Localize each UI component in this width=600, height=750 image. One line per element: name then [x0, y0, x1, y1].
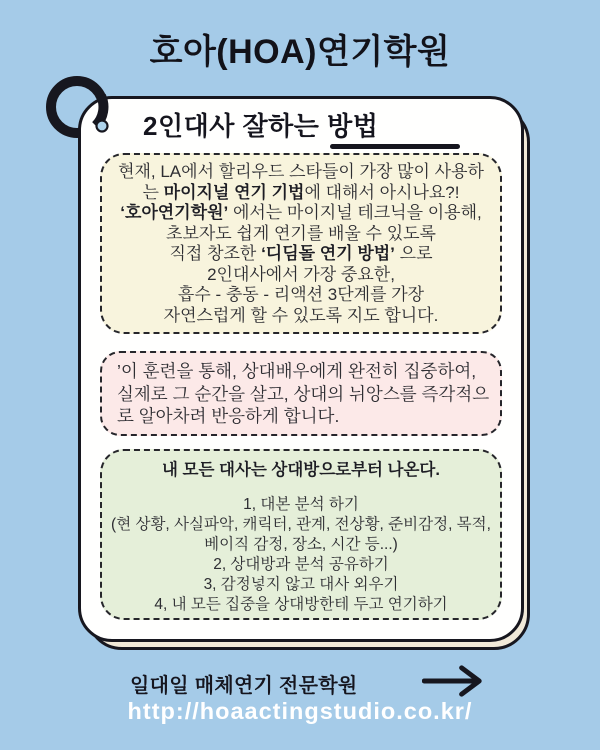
heading-underline	[330, 144, 460, 149]
intro-line	[102, 265, 500, 286]
text-segment: 직접 창조한	[169, 244, 262, 263]
text-segment: 흡수 - 충동 - 리액션 3단계를 가장	[177, 285, 425, 304]
text-segment: 는	[142, 182, 164, 202]
text-segment: 에 대해서 아시나요?!	[304, 182, 460, 202]
punched-hole	[97, 121, 108, 132]
binder-ring-front-icon	[40, 70, 120, 150]
academy-title: 호아(HOA)연기학원	[149, 33, 451, 71]
text-segment-bold: ‘디딤돌 연기 방법’	[261, 244, 395, 263]
intro-line	[102, 244, 500, 265]
text-segment: 으로	[394, 244, 433, 263]
text-segment-bold: ‘호아연기학원’	[120, 203, 229, 222]
effect-line: 실제로 그 순간을 살고, 상대의 뉘앙스를 즉각적으	[117, 383, 490, 404]
intro-line	[102, 224, 500, 245]
intro-box	[100, 153, 502, 334]
footer-label: 일대일 매체연기 전문학원	[130, 675, 358, 697]
website-url: http://hoaactingstudio.co.kr/	[127, 698, 473, 724]
text-segment: 현재, LA에서 할리우드 스타들이 가장 많이 사용하	[118, 162, 484, 181]
text-segment: 2인대사에서 가장 중요한,	[207, 264, 395, 284]
steps-line: 베이직 감정, 장소, 시간 등...)	[204, 536, 398, 553]
note-card	[78, 96, 524, 642]
text-segment: 에서는 마이지널 테크닉을 이용해,	[228, 203, 482, 222]
card-heading: 2인대사 잘하는 방법	[143, 111, 379, 141]
steps-line: 1, 대본 분석 하기	[243, 496, 359, 513]
text-segment: 초보자도 쉽게 연기를 배울 수 있도록	[166, 223, 436, 243]
steps-line: 3, 감정넣지 않고 대사 외우기	[203, 576, 399, 593]
text-segment: 자연스럽게 할 수 있도록 지도 합니다.	[163, 305, 439, 325]
steps-box	[100, 449, 502, 620]
intro-line	[102, 285, 500, 306]
arrow-right-icon	[422, 663, 488, 699]
effect-box	[100, 351, 502, 436]
intro-line	[102, 203, 500, 224]
steps-line: 4, 내 모든 집중을 상대방한테 두고 연기하기	[154, 596, 448, 613]
intro-line	[102, 162, 500, 183]
steps-line: (현 상황, 사실파악, 캐릭터, 관계, 전상황, 준비감정, 목적,	[111, 516, 491, 533]
intro-line	[102, 306, 500, 327]
effect-line: 로 알아차려 반응하게 합니다.	[117, 406, 340, 426]
intro-line	[102, 183, 500, 204]
steps-line: 2, 상대방과 분석 공유하기	[213, 556, 389, 573]
effect-line: ’이 훈련을 통해, 상대배우에게 완전히 집중하여,	[117, 361, 477, 381]
text-segment-bold: 마이지널 연기 기법	[163, 182, 305, 202]
steps-heading: 내 모든 대사는 상대방으로부터 나온다.	[162, 461, 440, 479]
